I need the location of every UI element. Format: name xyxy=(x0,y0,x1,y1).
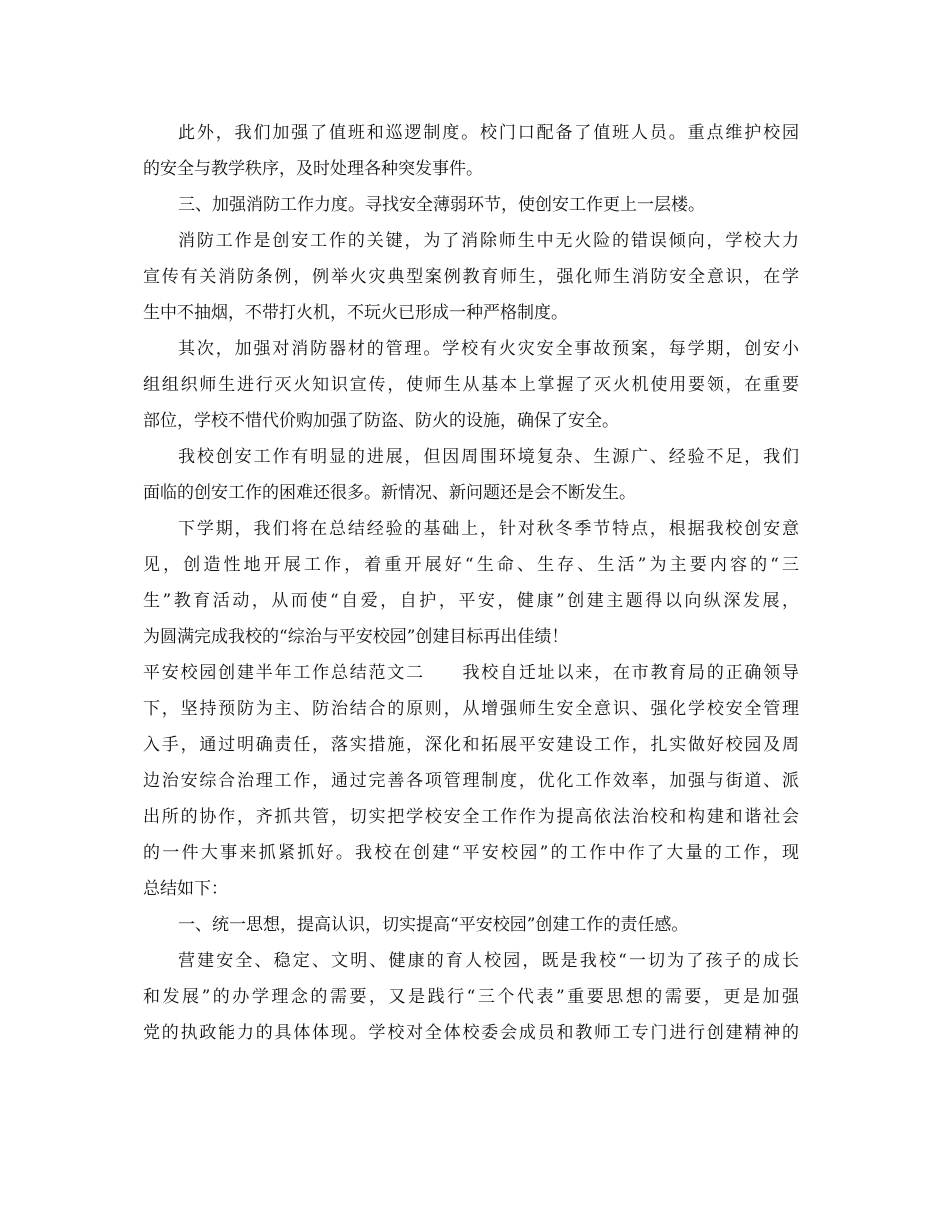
text-line: 下，坚持预防为主、防治结合的原则，从增强师生安全意识、强化学校安全管理 xyxy=(143,699,799,719)
text-line: 党的执政能力的具体体现。学校对全体校委会成员和教师工专门进行创建精神的 xyxy=(143,1023,799,1043)
text-line: 部位，学校不惜代价购加强了防盗、防火的设施，确保了安全。 xyxy=(143,411,619,431)
text-line: 消防工作是创安工作的关键，为了消除师生中无火险的错误倾向，学校大力 xyxy=(178,231,799,251)
text-line: 见，创造性地开展工作，着重开展好“生命、生存、生活”为主要内容的“三 xyxy=(143,555,799,575)
text-line: 我校创安工作有明显的进展，但因周围环境复杂、生源广、经验不足，我们 xyxy=(178,447,799,467)
text-line: 生中不抽烟，不带打火机，不玩火已形成一种严格制度。 xyxy=(143,303,568,323)
text-line: 的一件大事来抓紧抓好。我校在创建“平安校园”的工作中作了大量的工作，现 xyxy=(143,843,799,863)
text-line: 生”教育活动，从而使“自爱，自护，平安，健康”创建主题得以向纵深发展， xyxy=(143,591,799,611)
text-line: 总结如下： xyxy=(143,879,228,899)
text-line: 此外，我们加强了值班和巡逻制度。校门口配备了值班人员。重点维护校园 xyxy=(178,123,799,143)
text-line: 出所的协作，齐抓共管，切实把学校安全工作作为提高依法治校和构建和谐社会 xyxy=(143,807,799,827)
text-line: 宣传有关消防条例，例举火灾典型案例教育师生，强化师生消防安全意识，在学 xyxy=(143,267,799,287)
text-line: 为圆满完成我校的“综治与平安校园”创建目标再出佳绩！ xyxy=(143,627,569,647)
text-line: 下学期，我们将在总结经验的基础上，针对秋冬季节特点，根据我校创安意 xyxy=(178,519,799,539)
text-line: 入手，通过明确责任，落实措施，深化和拓展平安建设工作，扎实做好校园及周 xyxy=(143,735,799,755)
text-line: 组组织师生进行灭火知识宣传，使师生从基本上掌握了灭火机使用要领，在重要 xyxy=(143,375,799,395)
text-line: 和发展”的办学理念的需要，又是践行“三个代表”重要思想的需要，更是加强 xyxy=(143,987,799,1007)
text-line: 营建安全、稳定、文明、健康的育人校园，既是我校“一切为了孩子的成长 xyxy=(178,951,799,971)
text-line: 的安全与教学秩序，及时处理各种突发事件。 xyxy=(143,159,483,179)
document-body xyxy=(143,115,799,1051)
text-line: 三、加强消防工作力度。寻找安全薄弱环节，使创安工作更上一层楼。 xyxy=(178,195,705,215)
text-line: 边治安综合治理工作，通过完善各项管理制度，优化工作效率，加强与街道、派 xyxy=(143,771,799,791)
text-line: 平安校园创建半年工作总结范文二 我校自迁址以来，在市教育局的正确领导 xyxy=(143,663,799,683)
text-line: 其次，加强对消防器材的管理。学校有火灾安全事故预案，每学期，创安小 xyxy=(178,339,799,359)
text-line: 面临的创安工作的困难还很多。新情况、新问题还是会不断发生。 xyxy=(143,483,636,503)
text-line: 一、统一思想，提高认识，切实提高“平安校园”创建工作的责任感。 xyxy=(178,915,689,935)
